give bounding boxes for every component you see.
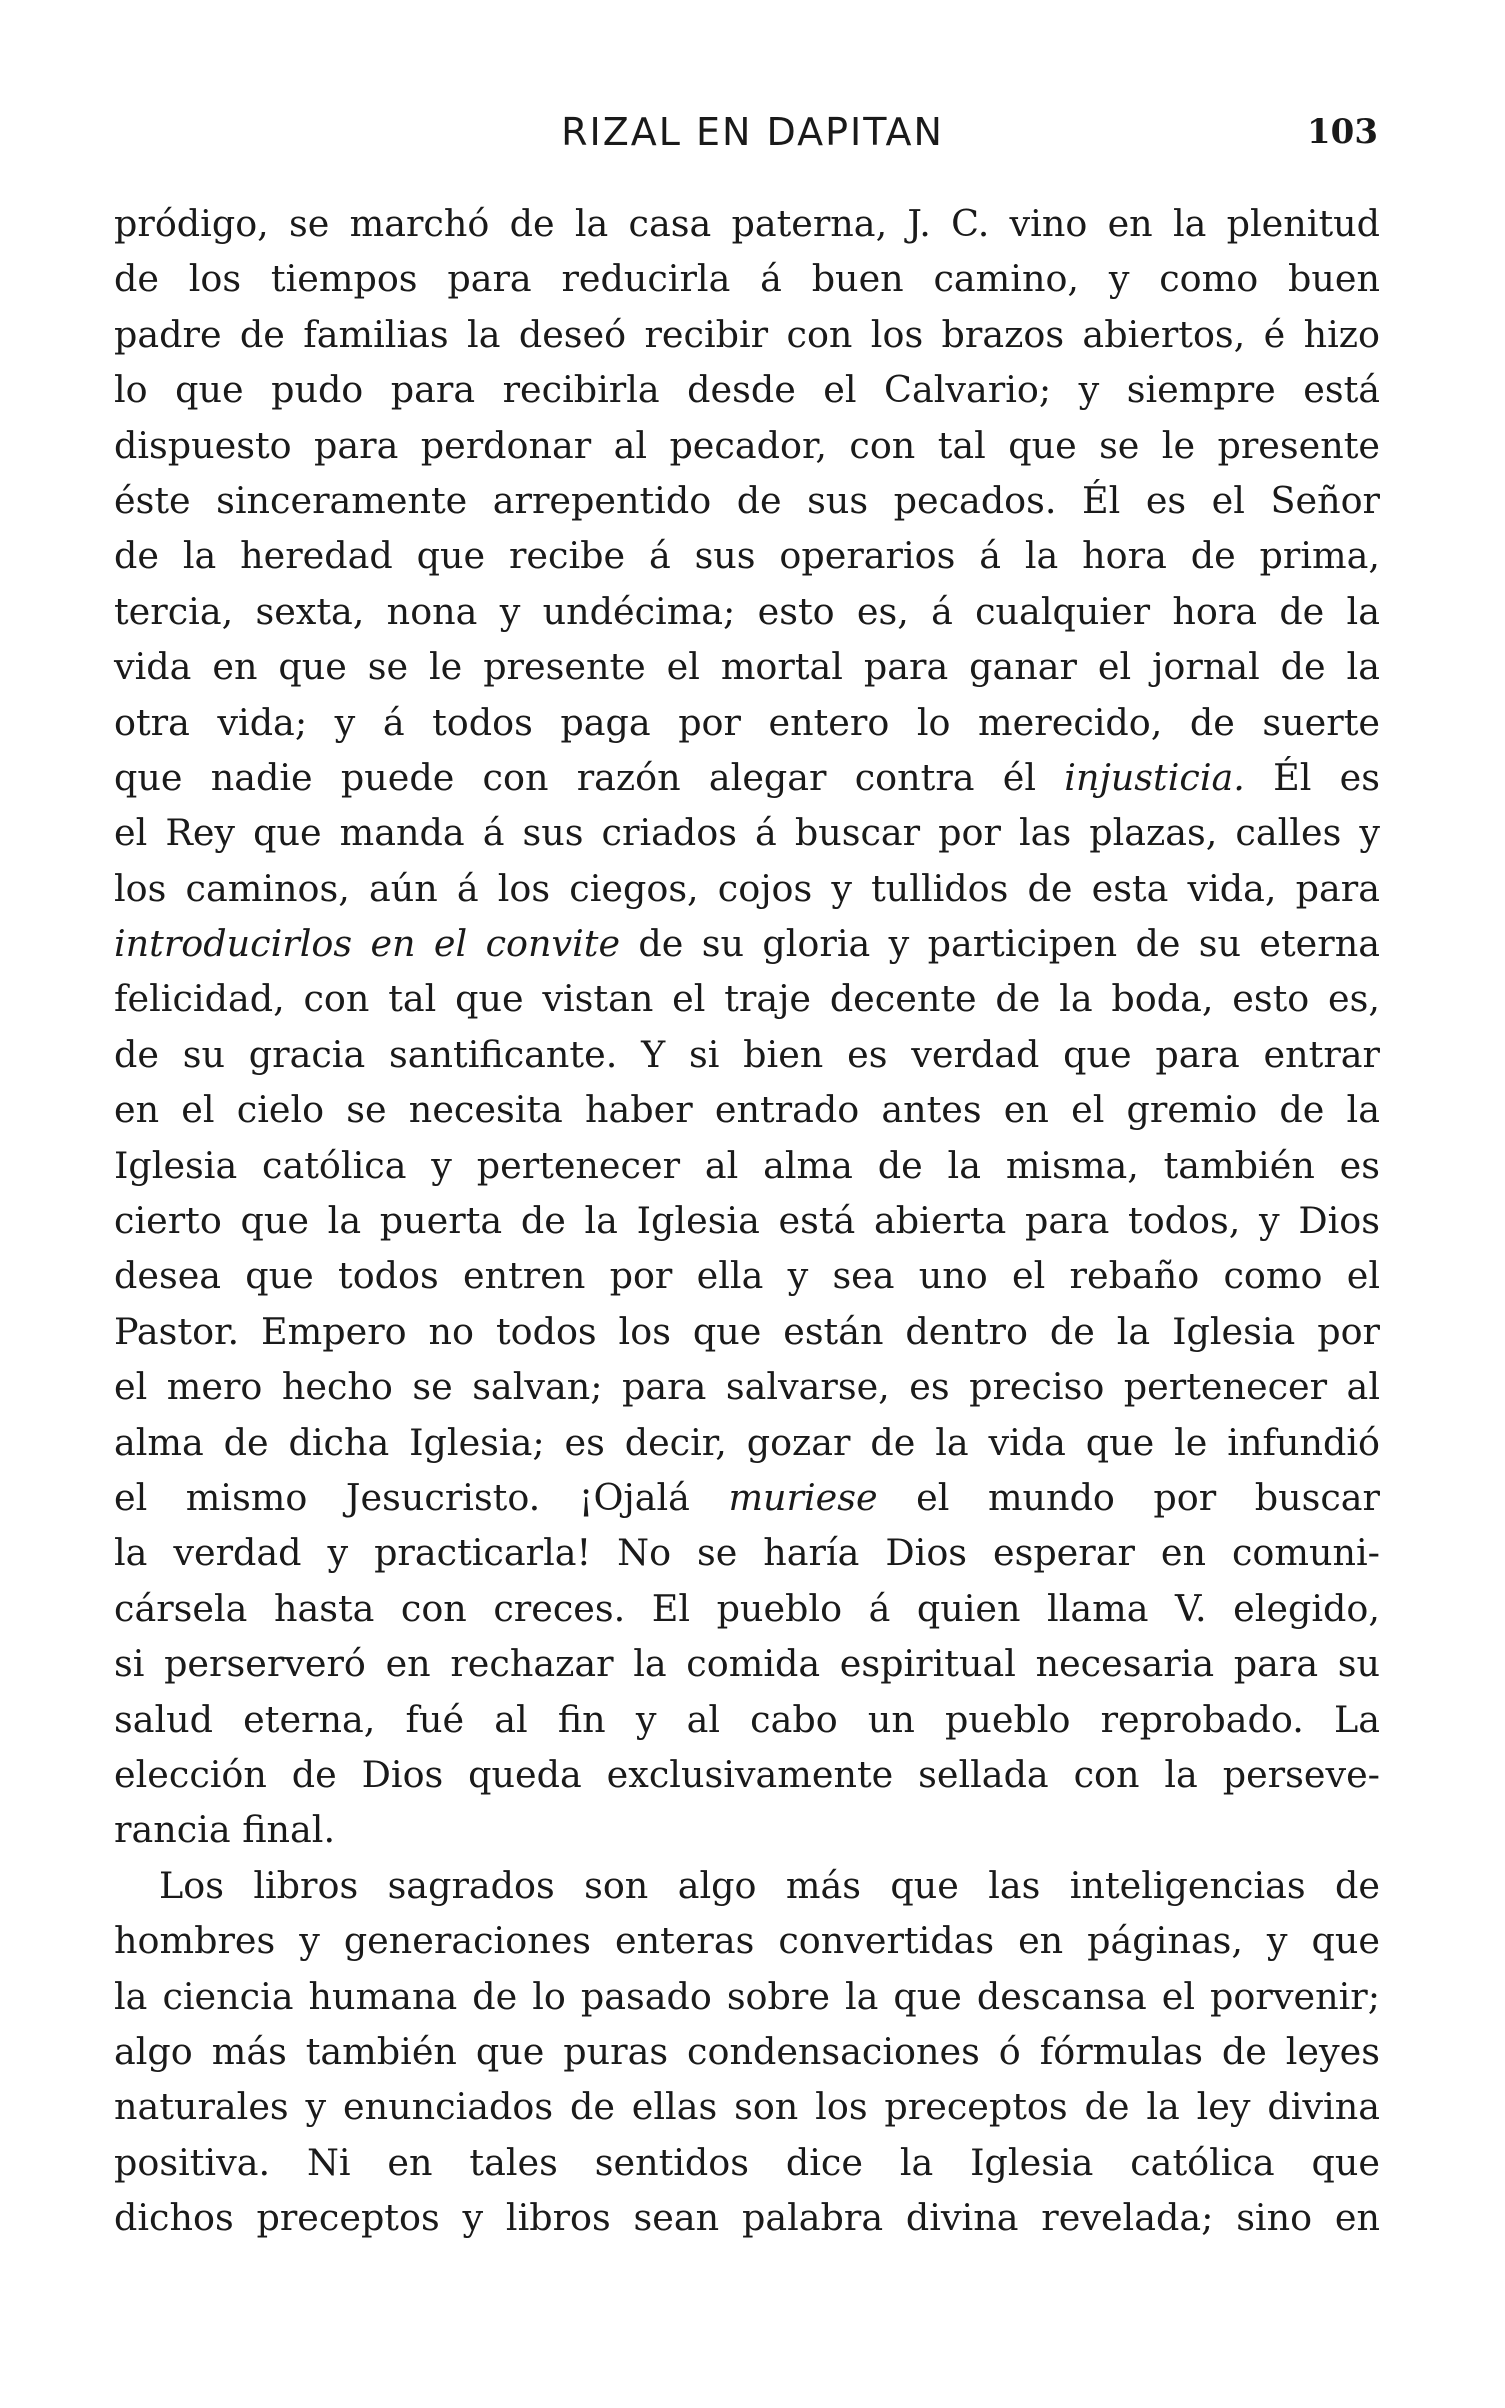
text-line: felicidad, con tal que vistan el traje decente de la boda, esto es, [114,977,1380,1021]
text-line: algo más también que puras condensaciones ó fórmulas de leyes [114,2029,1380,2073]
text-line: cierto que la puerta de la Iglesia está abierta para todos, y Dios [114,1199,1380,1243]
text-line: desea que todos entren por ella y sea uno el rebaño como el [114,1254,1380,1298]
text-line: tercia, sexta, nona y undécima; esto es, á cualquier hora de la [114,589,1380,633]
text-line: alma de dicha Iglesia; es decir, gozar de la vida que le infundió [114,1420,1380,1464]
paragraph-2 [114,1858,1380,2246]
body-text [114,196,1380,2245]
italic-text: muriese [728,1475,878,1519]
text-line: éste sinceramente arrepentido de sus pecados. Él es el Señor [114,478,1380,522]
text-line: de la heredad que recibe á sus operarios á la hora de prima, [114,534,1380,578]
text-line: en el cielo se necesita haber entrado antes en el gremio de la [114,1088,1380,1132]
text-line: Iglesia católica y pertenecer al alma de la misma, también es [114,1143,1380,1187]
text-segment: Él es [1244,755,1380,799]
text-line: positiva. Ni en tales sentidos dice la Iglesia católica que [114,2140,1380,2184]
text-line: naturales y enunciados de ellas son los preceptos de la ley divina [114,2085,1380,2129]
text-line: hombres y generaciones enteras convertidas en páginas, y que [114,1919,1380,1963]
text-segment: de su gloria y participen de su eterna [620,922,1380,966]
text-line: los caminos, aún á los ciegos, cojos y tullidos de esta vida, para [114,866,1380,910]
text-line: pródigo, se marchó de la casa paterna, J. C. vino en la plenitud [114,202,1380,245]
text-line: dichos preceptos y libros sean palabra divina revelada; sino en [114,2196,1380,2240]
text-line: otra vida; y á todos paga por entero lo merecido, de suerte [114,700,1380,744]
text-line: lo que pudo para recibirla desde el Calvario; y siempre está [114,368,1380,412]
text-line: padre de familias la deseó recibir con los brazos abiertos, é hizo [114,312,1380,356]
text-line: la ciencia humana de lo pasado sobre la que descansa el porvenir; [114,1974,1380,2018]
text-segment: que nadie puede con razón alegar contra él [114,755,1065,799]
running-head: RIZAL EN DAPITAN [561,110,944,154]
text-line: la verdad y practicarla! No se haría Dios esperar en comuni- [114,1531,1380,1575]
text-line: Pastor. Empero no todos los que están dentro de la Iglesia por [114,1309,1380,1353]
text-segment: el mundo por buscar [877,1475,1380,1519]
text-line: de los tiempos para reducirla á buen camino, y como buen [114,257,1380,301]
text-line: si perserveró en rechazar la comida espiritual necesaria para su [114,1642,1380,1686]
text-line: elección de Dios queda exclusivamente sellada con la perseve- [114,1752,1380,1796]
text-line: rancia final. [114,1808,336,1852]
page-number: 103 [1307,112,1378,152]
text-segment: el mismo Jesucristo. ¡Ojalá [114,1475,729,1519]
text-line [114,1470,1380,1525]
text-line: salud eterna, fué al fin y al cabo un pueblo reprobado. La [114,1697,1380,1741]
italic-text: injusticia. [1064,755,1245,799]
text-line: dispuesto para perdonar al pecador, con tal que se le presente [114,423,1380,467]
text-line: el mero hecho se salvan; para salvarse, es preciso pertenecer al [114,1365,1380,1409]
paragraph-1 [114,196,1380,1858]
italic-text: introducirlos en el convite [114,922,621,966]
page-header [0,104,1505,160]
text-line: Los libros sagrados son algo más que las inteligencias de [159,1863,1380,1907]
text-line: cársela hasta con creces. El pueblo á quien llama V. elegido, [114,1586,1380,1630]
text-line: vida en que se le presente el mortal para ganar el jornal de la [114,645,1380,689]
text-line [114,916,1380,971]
text-line [114,750,1380,805]
text-line: de su gracia santificante. Y si bien es verdad que para entrar [114,1032,1380,1076]
text-line: el Rey que manda á sus criados á buscar por las plazas, calles y [114,811,1380,855]
